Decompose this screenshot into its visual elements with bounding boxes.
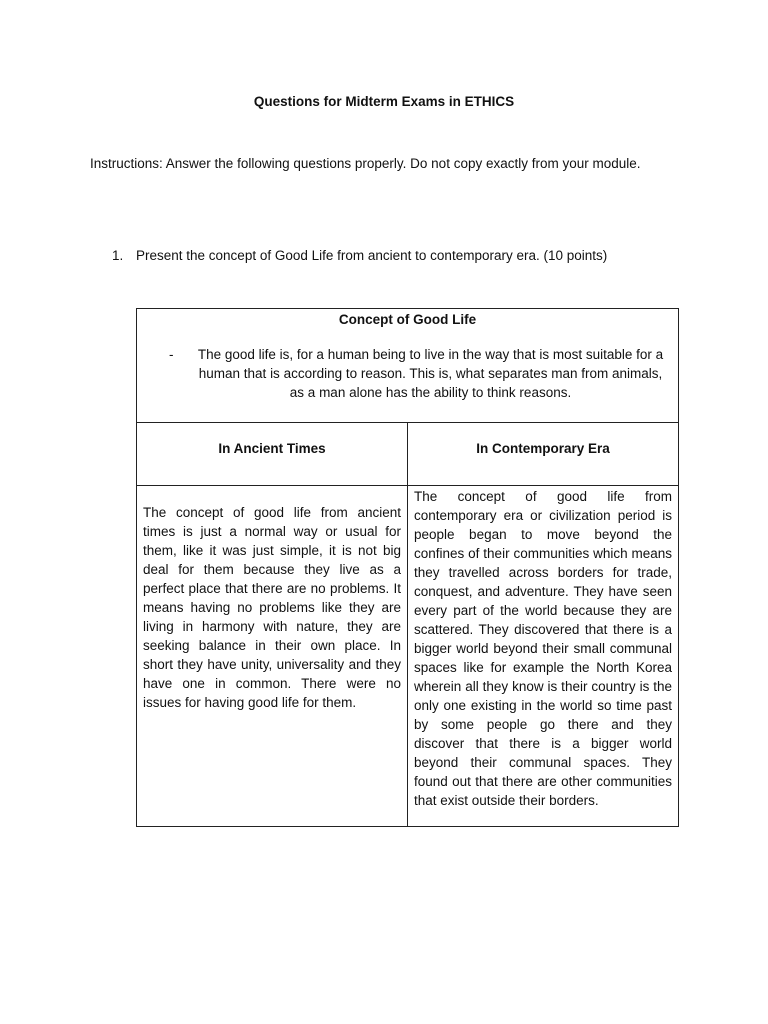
question-1: [112, 248, 712, 263]
contemporary-answer-text: The concept of good life from contemporary era or civilization period is people began to move beyond the confines of their communities which means they travelled across borders for trade, conquest, and adventure. They have seen every part of the world because they are scattered. They discovered that there is a bigger world beyond their small communal spaces like for example the North Korea wherein all they know is their country is the only one existing in the world so time past by some people go there and they discover that there is a bigger world beyond their communal spaces. They found out that there are other communities that exist outside their borders.: [414, 489, 673, 808]
definition-text: The good life is, for a human being to live in the way that is most suitable for a human that is according to reason. This is, what separates man from animals, as a man alone has the ability to think reasons.: [197, 347, 664, 400]
ancient-column-header: In Ancient Times: [218, 441, 326, 456]
ancient-answer-text: The concept of good life from ancient times is just a normal way or usual for them, like it was just simple, it is not big deal for them because they live as a perfect place that there are no problems. It means having no problems like they are living in harmony with nature, they are seeking balance in their own place. In short they have unity, universality and they have one in common. There were no issues for having good life for them.: [143, 505, 401, 710]
definition-item: [169, 345, 670, 402]
concept-table: [136, 308, 679, 827]
contemporary-header-cell: [408, 423, 679, 486]
instructions-text: Instructions: Answer the following questions properly. Do not copy exactly from your module.: [90, 156, 641, 171]
contemporary-cell: [408, 486, 679, 827]
question-text: Present the concept of Good Life from ancient to contemporary era. (10 points): [136, 248, 608, 263]
question-number: 1.: [112, 248, 124, 263]
ancient-cell: [137, 486, 408, 827]
ancient-header-cell: [137, 423, 408, 486]
column-header-row: [137, 423, 679, 486]
table-header-row: [137, 309, 679, 423]
page-title: Questions for Midterm Exams in ETHICS: [253, 94, 515, 109]
table-title: Concept of Good Life: [338, 312, 477, 327]
table-body-row: [137, 486, 679, 827]
dash-bullet: -: [169, 347, 174, 362]
contemporary-column-header: In Contemporary Era: [476, 441, 610, 456]
concept-header-cell: [137, 309, 679, 423]
